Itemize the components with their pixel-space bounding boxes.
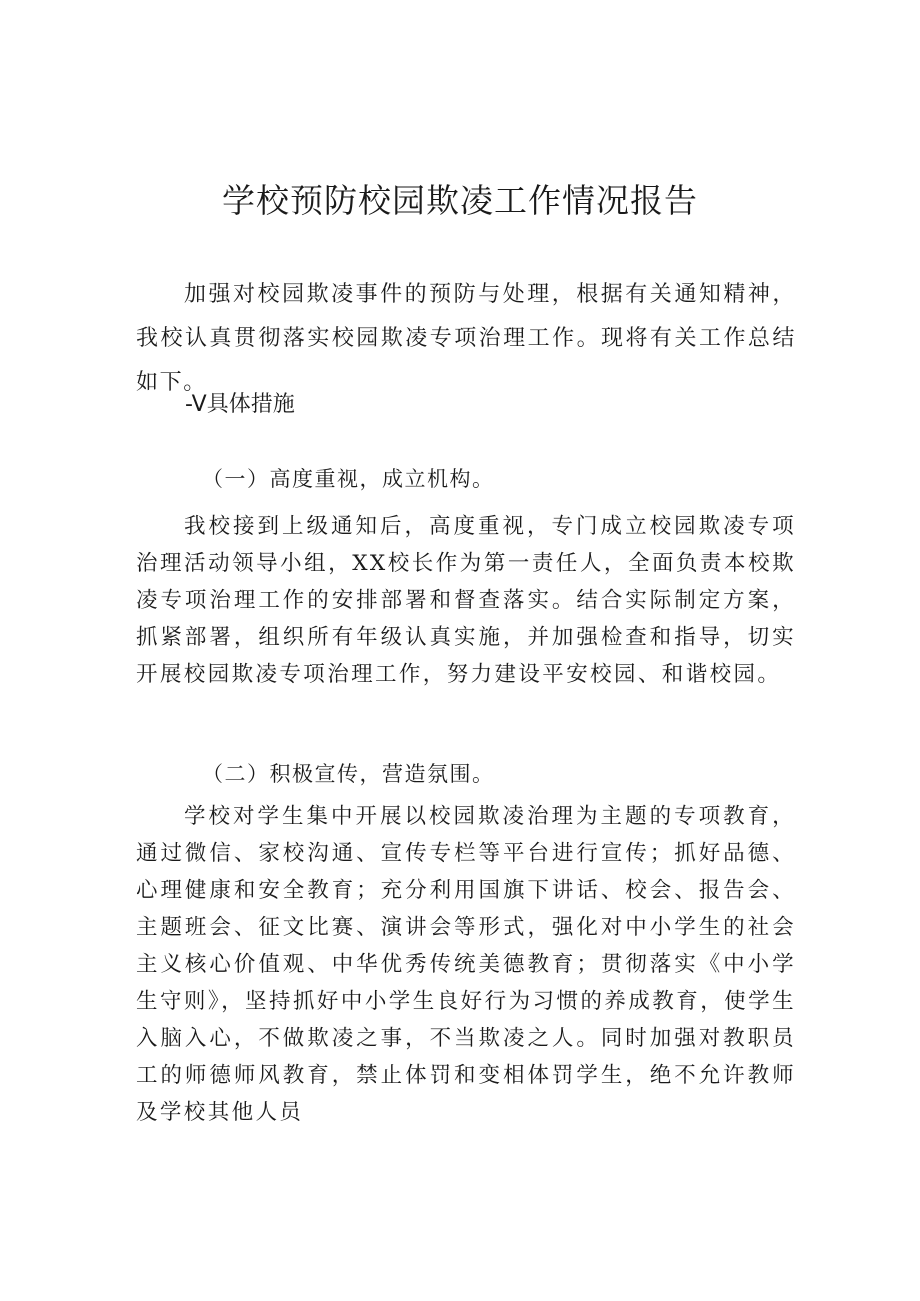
- section-heading: -V具体措施: [185, 392, 295, 417]
- subsection-heading: （二）积极宣传，营造氛围。: [202, 762, 495, 786]
- body-paragraph: 学校对学生集中开展以校园欺凌治理为主题的专项教育，通过微信、家校沟通、宣传专栏等平台进行宣传；抓好品德、心理健康和安全教育；充分利用国旗下讲话、校会、报告会、主题班会、征文比赛、演讲会等形式，强化对中小学生的社会主义核心价值观、中华优秀传统美德教育；贯彻落实《中小学生守则》，坚持抓好中小学生良好行为习惯的养成教育，使学生入脑入心，不做欺凌之事，不当欺凌之人。同时加强对教职员工的师德师风教育，禁止体罚和变相体罚学生，绝不允许教师及学校其他人员: [136, 804, 796, 1125]
- subsection-heading: （一）高度重视，成立机构。: [202, 467, 495, 491]
- intro-paragraph: 加强对校园欺凌事件的预防与处理，根据有关通知精神，我校认真贯彻落实校园欺凌专项治理工作。现将有关工作总结如下。: [136, 282, 796, 395]
- body-paragraph: 我校接到上级通知后，高度重视，专门成立校园欺凌专项治理活动领导小组，XX校长作为第一责任人，全面负责本校欺凌专项治理工作的安排部署和督查落实。结合实际制定方案，抓紧部署，组织所有年级认真实施，并加强检查和指导，切实开展校园欺凌专项治理工作，努力建设平安校园、和谐校园。: [136, 514, 796, 687]
- document-title: 学校预防校园欺凌工作情况报告: [222, 181, 698, 220]
